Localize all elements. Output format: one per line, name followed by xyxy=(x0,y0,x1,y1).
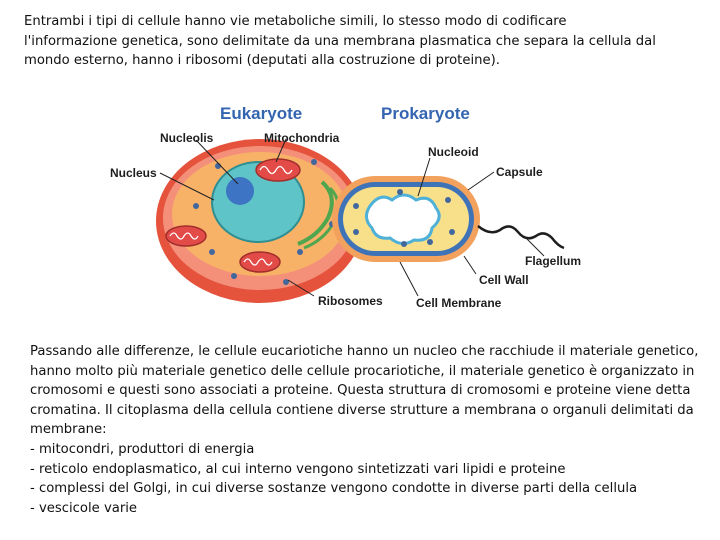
prokaryote-cell xyxy=(332,176,564,262)
nucleolus xyxy=(226,177,254,205)
label-ribosomes: Ribosomes xyxy=(318,294,383,308)
label-nucleoid: Nucleoid xyxy=(428,145,479,159)
mitochondrion xyxy=(240,252,280,272)
eukaryote-title: Eukaryote xyxy=(220,104,303,123)
prokaryote-title: Prokaryote xyxy=(381,104,470,123)
label-nucleolis: Nucleolis xyxy=(160,131,214,145)
list-item: - reticolo endoplasmatico, al cui interno vengono sintetizzati vari lipidi e proteine xyxy=(30,461,566,477)
body-line: hanno molto più materiale genetico delle cellule procariotiche, il materiale genetico è organizzato in xyxy=(30,363,695,379)
list-item: - vescicole varie xyxy=(30,500,138,516)
nucleoid xyxy=(366,195,439,244)
intro-paragraph xyxy=(24,12,694,71)
intro-line: mondo esterno, hanno i ribosomi (deputati alla costruzione di proteine). xyxy=(24,53,500,68)
body-line: membrane: xyxy=(30,422,107,438)
label-cell-wall: Cell Wall xyxy=(479,273,529,287)
body-line: cromosomi e questi sono associati a proteine. Questa struttura di cromosomi e proteine viene detta xyxy=(30,383,691,399)
label-mitochondria: Mitochondria xyxy=(264,131,340,145)
body-line: Passando alle differenze, le cellule eucariotiche hanno un nucleo che racchiude il materiale genetico, xyxy=(30,344,699,359)
label-capsule: Capsule xyxy=(496,165,543,179)
label-flagellum: Flagellum xyxy=(525,254,582,268)
intro-line: l'informazione genetica, sono delimitate da una membrana plasmatica che separa la cellula dal xyxy=(24,33,656,49)
label-nucleus: Nucleus xyxy=(110,166,157,180)
mitochondrion xyxy=(256,159,300,181)
body-line: cromatina. Il citoplasma della cellula contiene diverse strutture a membrana o organuli delimitati da xyxy=(30,402,694,418)
body-paragraph xyxy=(30,342,700,518)
cell-diagram xyxy=(100,96,590,316)
label-cell-membrane: Cell Membrane xyxy=(416,296,502,310)
intro-line: Entrambi i tipi di cellule hanno vie metaboliche simili, lo stesso modo di codificare xyxy=(24,14,567,29)
list-item: - mitocondri, produttori di energia xyxy=(30,441,255,457)
list-item: - complessi del Golgi, in cui diverse sostanze vengono condotte in diverse parti della cellula xyxy=(30,481,638,497)
mitochondrion xyxy=(166,226,206,246)
flagellum xyxy=(478,226,564,248)
